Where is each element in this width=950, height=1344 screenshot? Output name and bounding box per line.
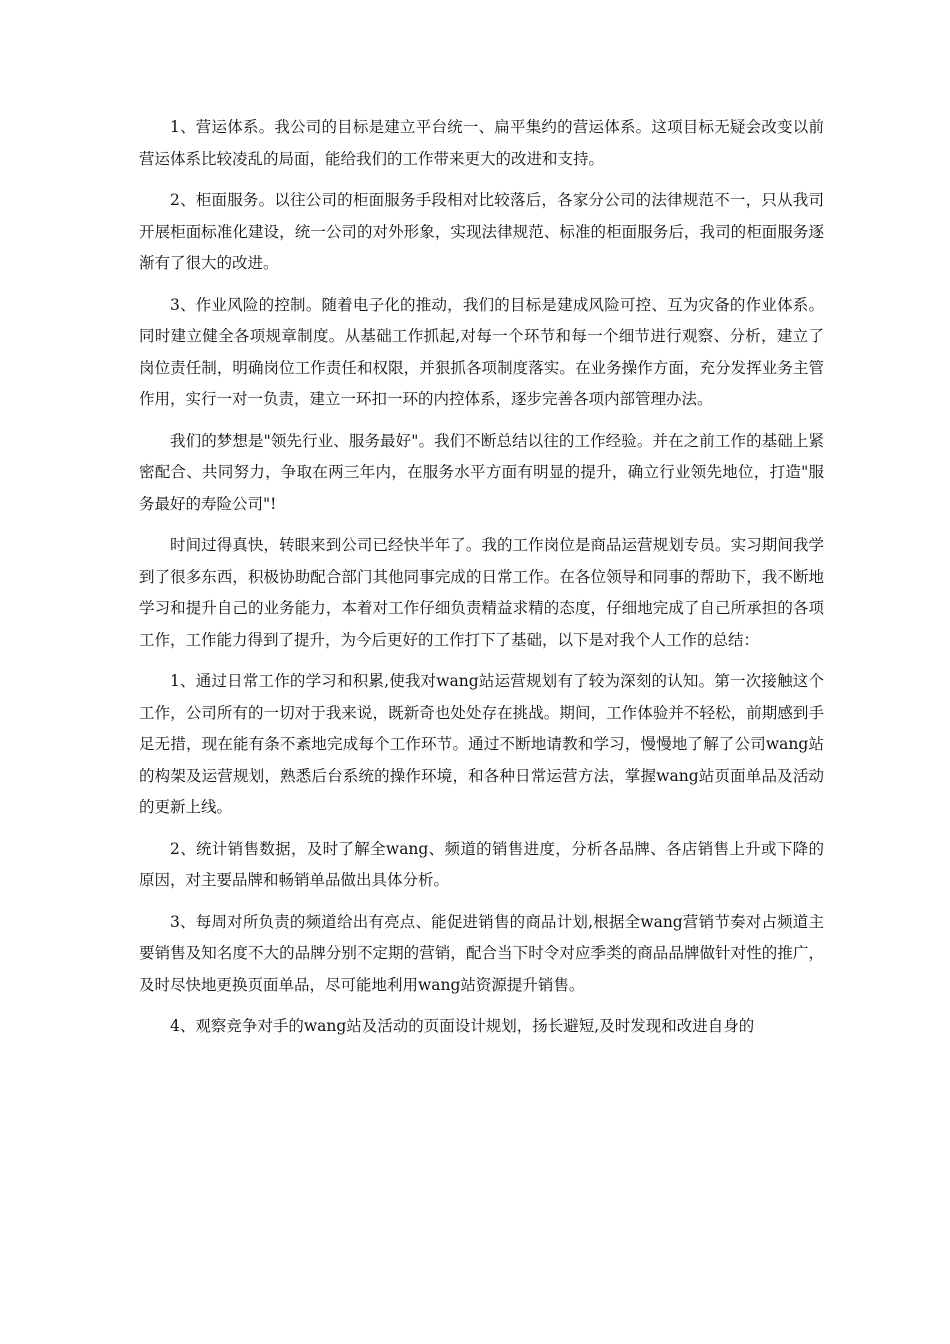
paragraph-dream: 我们的梦想是"领先行业、服务最好"。我们不断总结以往的工作经验。并在之前工作的基础上紧密配合、共同努力，争取在两三年内，在服务水平方面有明显的提升，确立行业领先地位，打造"服务最好的寿险公司"!	[139, 431, 824, 513]
paragraph-sales-data: 2、统计销售数据，及时了解全wang、频道的销售进度，分析各品牌、各店销售上升或下降的原因，对主要品牌和畅销单品做出具体分析。	[139, 839, 824, 889]
paragraph-learning: 1、通过日常工作的学习和积累,使我对wang站运营规划有了较为深刻的认知。第一次接触这个工作，公司所有的一切对于我来说，既新奇也处处存在挑战。期间，工作体验并不轻松，前期感到手足无措，现在能有条不紊地完成每个工作环节。通过不断地请教和学习，慢慢地了解了公司wang站的构架及运营规划，熟悉后台系统的操作环境，和各种日常运营方法，掌握wang站页面单品及活动的更新上线。	[139, 672, 824, 816]
paragraph-competitor-observation: 4、观察竞争对手的wang站及活动的页面设计规划，扬长避短,及时发现和改进自身的	[170, 1017, 755, 1035]
paragraph-weekly-plan: 3、每周对所负责的频道给出有亮点、能促进销售的商品计划,根据全wang营销节奏对占频道主要销售及知名度不大的品牌分别不定期的营销，配合当下时令对应季类的商品品牌做针对性的推广，及时尽快地更换页面单品，尽可能地利用wang站资源提升销售。	[139, 912, 824, 994]
paragraph-operations-system: 1、营运体系。我公司的目标是建立平台统一、扁平集约的营运体系。这项目标无疑会改变以前营运体系比较凌乱的局面，能给我们的工作带来更大的改进和支持。	[139, 118, 824, 168]
paragraph-risk-control: 3、作业风险的控制。随着电子化的推动，我们的目标是建成风险可控、互为灾备的作业体系。同时建立健全各项规章制度。从基础工作抓起,对每一个环节和每一个细节进行观察、分析，建立了岗位责任制，明确岗位工作责任和权限，并狠抓各项制度落实。在业务操作方面，充分发挥业务主管作用，实行一对一负责，建立一环扣一环的内控体系，逐步完善各项内部管理办法。	[139, 295, 824, 408]
document-body	[139, 112, 824, 1053]
paragraph-work-summary-intro: 时间过得真快，转眼来到公司已经快半年了。我的工作岗位是商品运营规划专员。实习期间我学到了很多东西，积极协助配合部门其他同事完成的日常工作。在各位领导和同事的帮助下，我不断地学习和提升自己的业务能力，本着对工作仔细负责精益求精的态度，仔细地完成了自己所承担的各项工作，工作能力得到了提升，为今后更好的工作打下了基础，以下是对我个人工作的总结：	[139, 536, 824, 649]
paragraph-counter-service: 2、柜面服务。以往公司的柜面服务手段相对比较落后，各家分公司的法律规范不一，只从我司开展柜面标准化建设，统一公司的对外形象，实现法律规范、标准的柜面服务后，我司的柜面服务逐渐有了很大的改进。	[139, 191, 824, 272]
